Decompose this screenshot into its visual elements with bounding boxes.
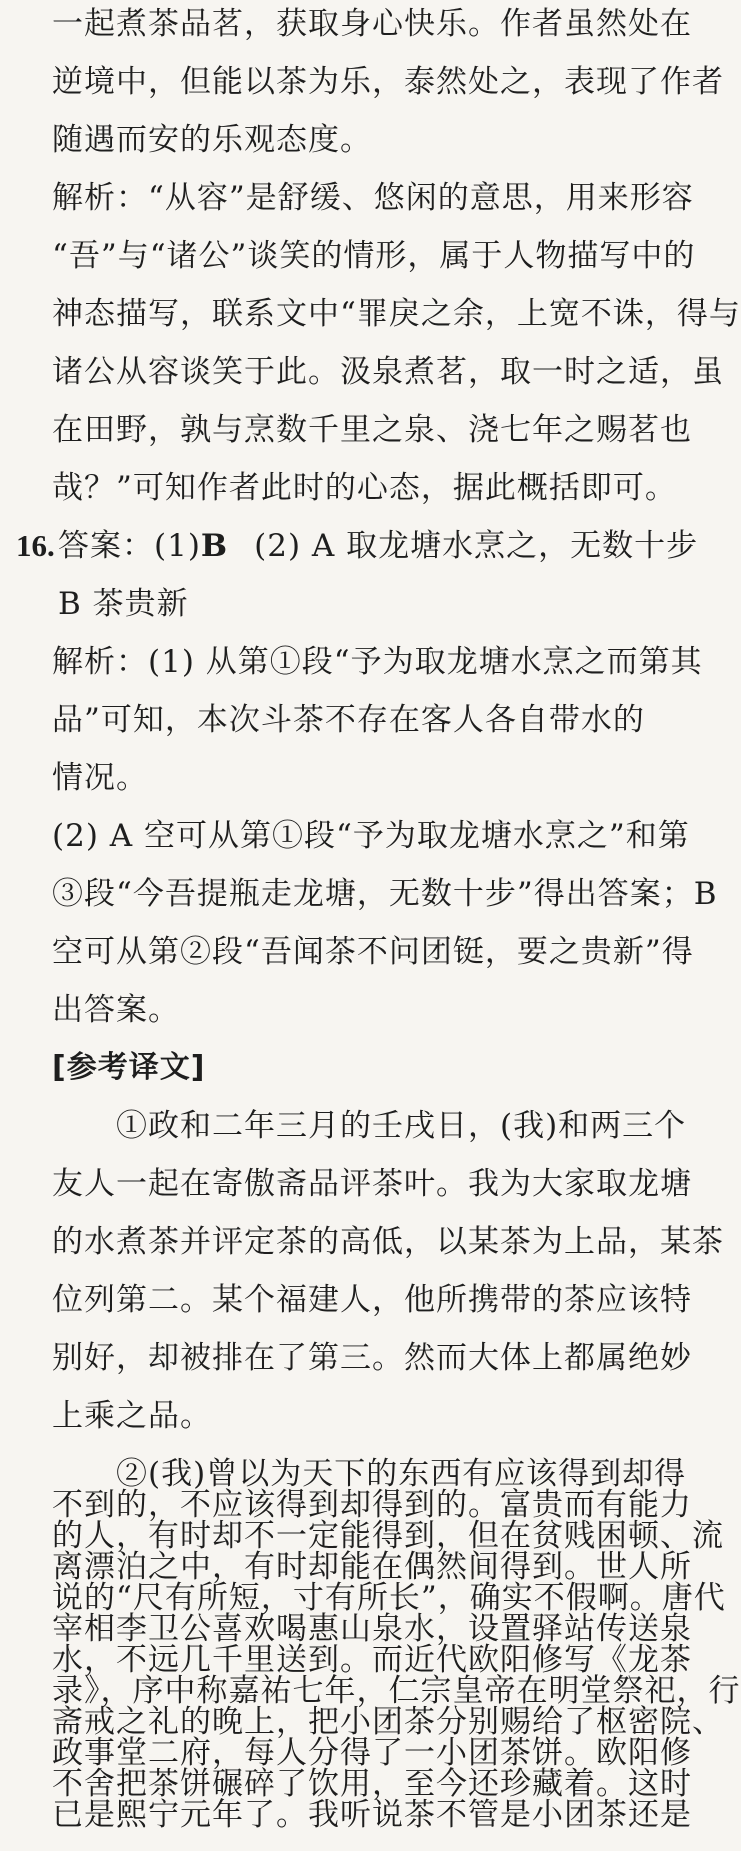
text-line: 别好，却被排在了第三。然而大体上都属绝妙 xyxy=(52,1340,692,1376)
text-line: 情况。 xyxy=(52,760,148,796)
text-line: 不舍把茶饼碾碎了饮用，至今还珍藏着。这时 xyxy=(52,1766,692,1802)
text-line: 宰相李卫公喜欢喝惠山泉水，设置驿站传送泉 xyxy=(52,1611,692,1647)
question-number: 16. xyxy=(16,528,55,563)
text-line: 空可从第②段“吾闻茶不问团铤，要之贵新”得 xyxy=(52,934,694,970)
text-line: ①政和二年三月的壬戌日，(我)和两三个 xyxy=(116,1108,687,1144)
text-line: 逆境中，但能以茶为乐，泰然处之，表现了作者 xyxy=(52,64,724,100)
text-line: 解析：(1) 从第①段“予为取龙塘水烹之而第其 xyxy=(52,644,703,680)
text-line: 随遇而安的乐观态度。 xyxy=(52,122,372,158)
answer-part-2: (2) A 取龙塘水烹之，无数十步 xyxy=(254,528,699,564)
text-line: 政事堂二府，每人分得了一小团茶饼。欧阳修 xyxy=(52,1735,692,1771)
answer-choice: B xyxy=(200,528,229,564)
text-line: ②(我)曾以为天下的东西有应该得到却得 xyxy=(116,1456,687,1492)
text-line: 解析：“从容”是舒缓、悠闲的意思，用来形容 xyxy=(52,180,694,216)
text-line: 已是熙宁元年了。我听说茶不管是小团茶还是 xyxy=(52,1797,692,1833)
text-line: “吾”与“诸公”谈笑的情形，属于人物描写中的 xyxy=(52,238,696,274)
text-line: 不到的，不应该得到却得到的。富贵而有能力 xyxy=(52,1487,692,1523)
text-line: ③段“今吾提瓶走龙塘，无数十步”得出答案；B xyxy=(52,876,718,912)
text-line: 离漂泊之中，有时却能在偶然间得到。世人所 xyxy=(52,1549,692,1585)
text-line: 友人一起在寄傲斋品评茶叶。我为大家取龙塘 xyxy=(52,1166,692,1202)
section-heading: [参考译文] xyxy=(52,1050,206,1085)
text-line: 一起煮茶品茗，获取身心快乐。作者虽然处在 xyxy=(52,6,692,42)
text-line: 位列第二。某个福建人，他所携带的茶应该特 xyxy=(52,1282,692,1318)
text-line: (2) A 空可从第①段“予为取龙塘水烹之”和第 xyxy=(52,818,690,854)
text-line: 录》，序中称嘉祐七年，仁宗皇帝在明堂祭祀，行 xyxy=(52,1673,741,1709)
text-line: 的水煮茶并评定茶的高低，以某茶为上品，某茶 xyxy=(52,1224,724,1260)
text-line: 斋戒之礼的晚上，把小团茶分别赐给了枢密院、 xyxy=(52,1704,724,1740)
text-line: 的人，有时却不一定能得到，但在贫贱困顿、流 xyxy=(52,1518,724,1554)
text-line: 说的“尺有所短，寸有所长”，确实不假啊。唐代 xyxy=(52,1580,726,1616)
text-line: 品”可知，本次斗茶不存在客人各自带水的 xyxy=(52,702,645,738)
text-line: B 茶贵新 xyxy=(58,586,189,622)
text-line: 在田野，孰与烹数千里之泉、浇七年之赐茗也 xyxy=(52,412,692,448)
text-line: 上乘之品。 xyxy=(52,1398,212,1434)
answer-line xyxy=(58,526,698,566)
text-line: 出答案。 xyxy=(52,992,180,1028)
answer-label: 答案：(1) xyxy=(58,528,201,564)
text-line: 哉？”可知作者此时的心态，据此概括即可。 xyxy=(52,470,677,506)
text-line: 诸公从容谈笑于此。汲泉煮茗，取一时之适，虽 xyxy=(52,354,724,390)
text-line: 神态描写，联系文中“罪戾之余，上宽不诛，得与 xyxy=(52,296,741,332)
text-line: 水，不远几千里送到。而近代欧阳修写《龙茶 xyxy=(52,1642,692,1678)
